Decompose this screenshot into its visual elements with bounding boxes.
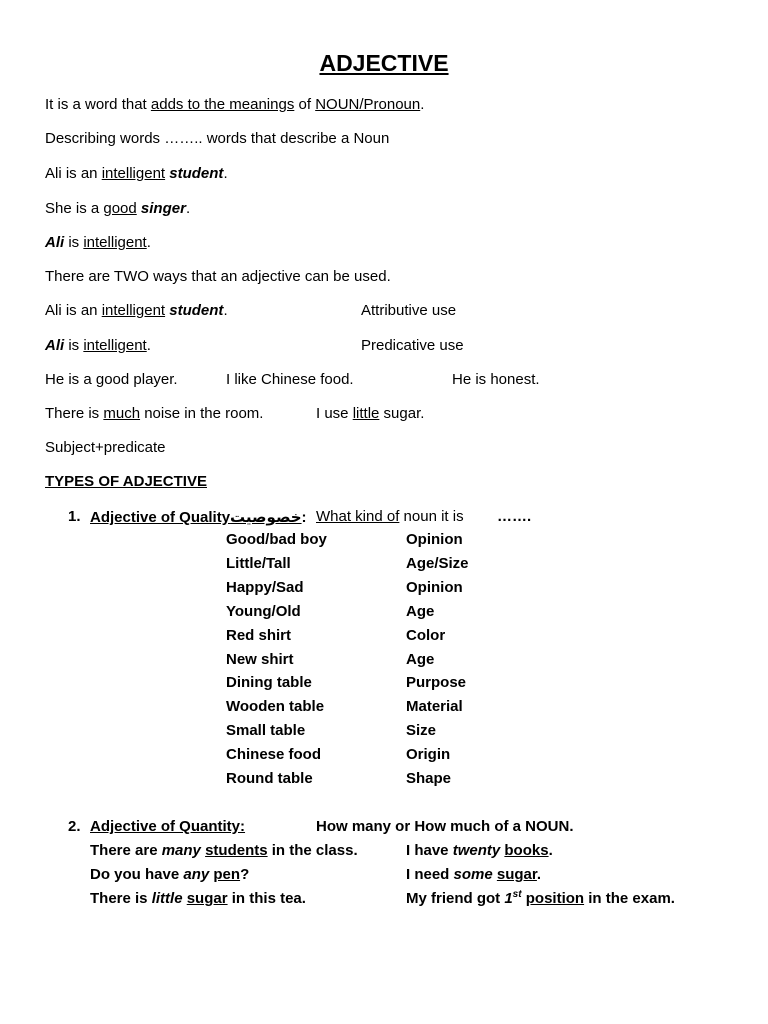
text: . bbox=[223, 165, 228, 182]
text: Ali is an bbox=[45, 165, 102, 182]
underlined-text: intelligent bbox=[101, 165, 166, 182]
quality-type-9: Size bbox=[406, 722, 437, 739]
quality-dots: ……. bbox=[497, 508, 532, 525]
quality-heading bbox=[90, 508, 307, 526]
text: in the class. bbox=[267, 842, 358, 859]
quality-example-9: Small table bbox=[226, 722, 306, 739]
quantity-example-1 bbox=[90, 842, 358, 859]
quality-example-4: Young/Old bbox=[226, 603, 301, 620]
text: . bbox=[536, 866, 542, 883]
quantity-example-5 bbox=[90, 890, 306, 907]
quality-type-3: Opinion bbox=[406, 579, 463, 596]
text: There is bbox=[90, 890, 152, 907]
example-c: He is honest. bbox=[452, 371, 540, 388]
example-line-2 bbox=[45, 200, 190, 217]
underlined-text: sugar bbox=[186, 890, 228, 907]
text: sugar. bbox=[379, 405, 425, 422]
subject-predicate-line: Subject+predicate bbox=[45, 439, 166, 456]
quality-example-6: New shirt bbox=[226, 651, 294, 668]
quality-type-8: Material bbox=[406, 698, 463, 715]
text: ? bbox=[240, 866, 250, 883]
text: . bbox=[146, 234, 151, 251]
text: noun it is bbox=[399, 508, 464, 525]
text: There is bbox=[45, 405, 104, 422]
text: Ali is an bbox=[45, 302, 102, 319]
superscript-text: st bbox=[512, 889, 522, 900]
underlined-text: NOUN/Pronoun bbox=[315, 96, 421, 113]
quality-example-8: Wooden table bbox=[226, 698, 325, 715]
text: I have bbox=[406, 842, 453, 859]
quality-type-2: Age/Size bbox=[406, 555, 469, 572]
quality-example-1: Good/bad boy bbox=[226, 531, 327, 548]
types-heading: TYPES OF ADJECTIVE bbox=[45, 473, 207, 490]
emphasis-text: student bbox=[169, 302, 224, 319]
text: in the exam. bbox=[584, 890, 675, 907]
quantity-number: 2. bbox=[68, 818, 81, 835]
quality-description bbox=[316, 508, 464, 525]
describing-line: Describing words …….. words that describe a Noun bbox=[45, 130, 390, 147]
quality-example-2: Little/Tall bbox=[226, 555, 291, 572]
example-line-3 bbox=[45, 234, 151, 251]
italic-text: little bbox=[151, 890, 183, 907]
two-ways-line: There are TWO ways that an adjective can be used. bbox=[45, 268, 391, 285]
text: My friend got bbox=[406, 890, 505, 907]
text: is bbox=[64, 234, 84, 251]
italic-text: some bbox=[453, 866, 493, 883]
quantity-example-4 bbox=[406, 866, 541, 883]
quality-type-4: Age bbox=[406, 603, 435, 620]
underlined-text: adds to the meanings bbox=[150, 96, 295, 113]
much-example bbox=[45, 405, 263, 422]
example-b: I like Chinese food. bbox=[226, 371, 354, 388]
underlined-text: intelligent bbox=[83, 337, 147, 354]
attributive-label: Attributive use bbox=[361, 302, 457, 319]
quantity-description: How many or How much of a NOUN. bbox=[316, 818, 574, 835]
italic-text: 1 bbox=[504, 890, 513, 907]
quality-example-7: Dining table bbox=[226, 674, 312, 691]
quality-example-5: Red shirt bbox=[226, 627, 292, 644]
predicative-label: Predicative use bbox=[361, 337, 464, 354]
definition-line bbox=[45, 96, 424, 113]
text: . bbox=[223, 302, 228, 319]
text: . bbox=[420, 96, 425, 113]
underlined-text: students bbox=[205, 842, 268, 859]
quality-type-10: Origin bbox=[406, 746, 451, 763]
text: There are bbox=[90, 842, 162, 859]
text: of bbox=[294, 96, 316, 113]
text: She is a bbox=[45, 200, 104, 217]
text: is bbox=[64, 337, 84, 354]
underlined-text: little bbox=[352, 405, 380, 422]
little-example bbox=[316, 405, 424, 422]
italic-text: twenty bbox=[452, 842, 501, 859]
italic-text: any bbox=[183, 866, 210, 883]
page-title: ADJECTIVE bbox=[319, 50, 449, 76]
quality-type-6: Age bbox=[406, 651, 435, 668]
quality-example-11: Round table bbox=[226, 770, 313, 787]
underlined-text: position bbox=[525, 890, 585, 907]
text: in this tea. bbox=[227, 890, 306, 907]
example-line-1 bbox=[45, 165, 228, 182]
text: I use bbox=[316, 405, 353, 422]
quality-type-7: Purpose bbox=[406, 674, 467, 691]
underlined-text: sugar bbox=[496, 866, 537, 883]
emphasis-text: student bbox=[169, 165, 224, 182]
quantity-example-3 bbox=[90, 866, 249, 883]
underlined-text: What kind of bbox=[316, 508, 400, 525]
quantity-heading: Adjective of Quantity: bbox=[90, 818, 246, 835]
quantity-example-2 bbox=[406, 842, 553, 859]
text: . bbox=[548, 842, 553, 859]
text: noise in the room. bbox=[140, 405, 264, 422]
predicative-example bbox=[45, 337, 151, 354]
quality-example-3: Happy/Sad bbox=[226, 579, 304, 596]
quality-type-1: Opinion bbox=[406, 531, 463, 548]
text: Do you have bbox=[90, 866, 184, 883]
emphasis-text: Ali bbox=[45, 337, 65, 354]
text: : bbox=[301, 509, 307, 526]
text: I need bbox=[406, 866, 454, 883]
quantity-example-6 bbox=[406, 890, 675, 907]
emphasis-text: singer bbox=[140, 200, 186, 217]
underlined-text: good bbox=[103, 200, 137, 217]
attributive-example bbox=[45, 302, 228, 319]
text: It is a word that bbox=[45, 96, 151, 113]
example-a: He is a good player. bbox=[45, 371, 178, 388]
underlined-text: intelligent bbox=[83, 234, 147, 251]
text: . bbox=[185, 200, 191, 217]
underlined-text: pen bbox=[213, 866, 241, 883]
quality-type-11: Shape bbox=[406, 770, 452, 787]
text: . bbox=[146, 337, 151, 354]
underlined-text: Adjective of Qualityخصوصیت bbox=[90, 509, 302, 526]
underlined-text: intelligent bbox=[101, 302, 166, 319]
quality-type-5: Color bbox=[406, 627, 446, 644]
underlined-text: much bbox=[103, 405, 141, 422]
emphasis-text: Ali bbox=[45, 234, 65, 251]
quality-example-10: Chinese food bbox=[226, 746, 322, 763]
underlined-text: books bbox=[504, 842, 549, 859]
quality-number: 1. bbox=[68, 508, 81, 525]
italic-text: many bbox=[161, 842, 201, 859]
